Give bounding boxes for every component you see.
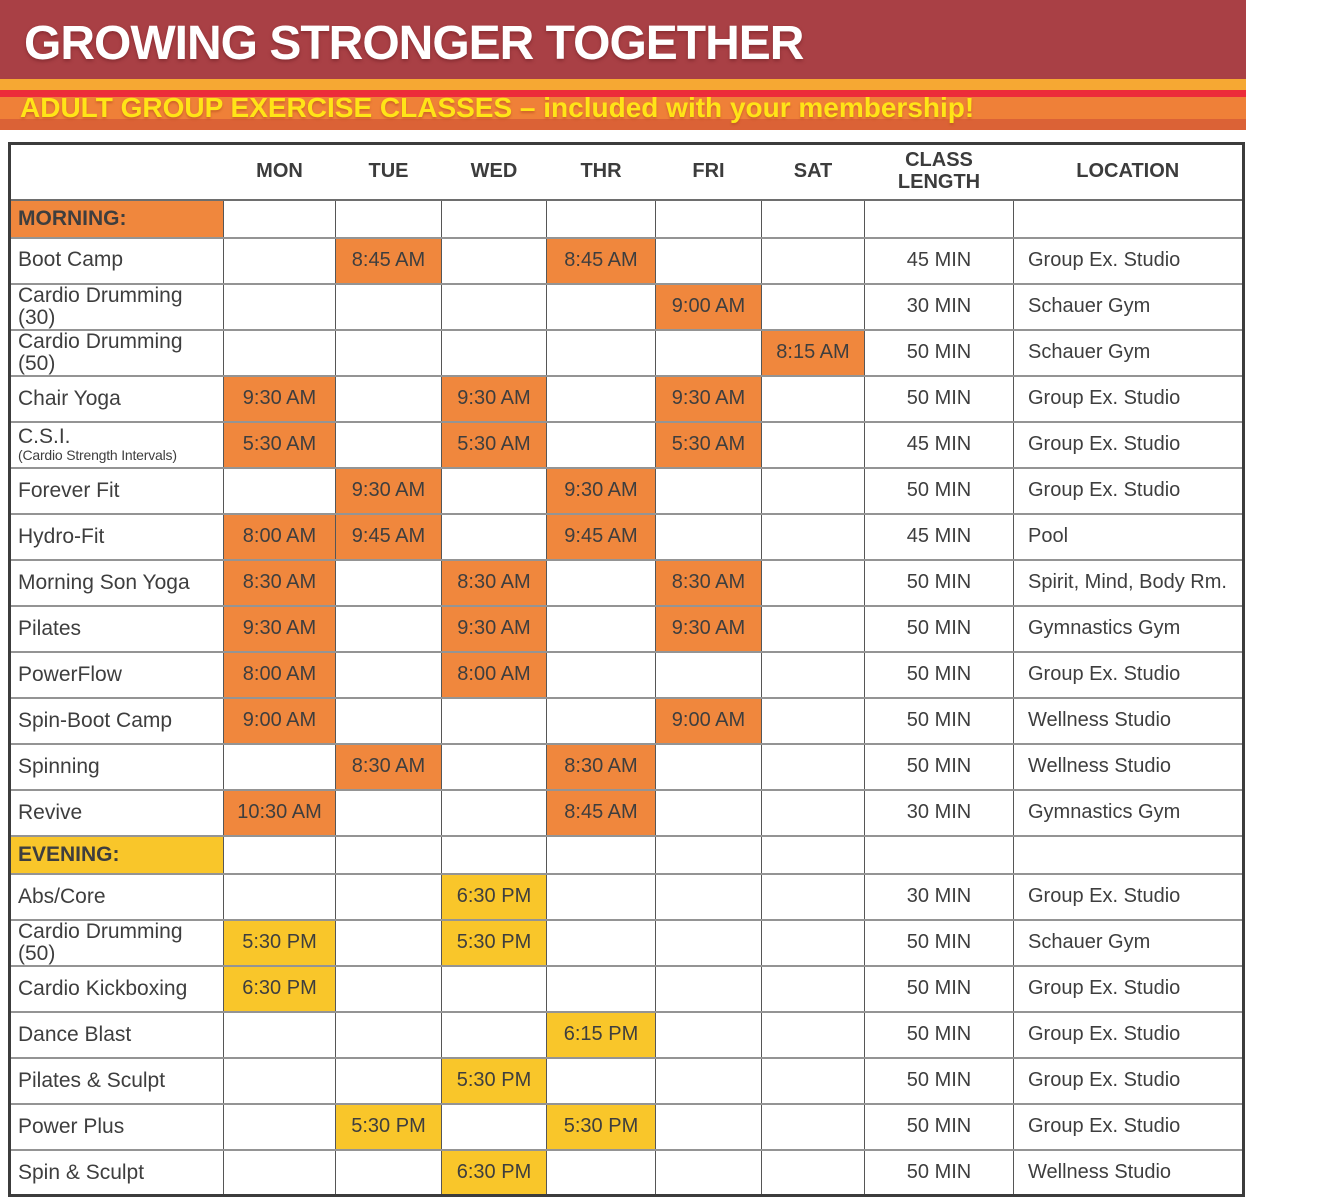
time-cell-fri: 9:00 AM [656,284,762,330]
time-cell-fri [656,790,762,836]
time-cell-thr: 9:30 AM [547,468,656,514]
location-cell: Group Ex. Studio [1014,1058,1244,1104]
time-cell-thr [547,966,656,1012]
header-thr: THR [547,144,656,200]
section-label-evening: EVENING: [10,836,224,874]
empty-cell [442,200,547,238]
time-cell-mon: 5:30 AM [224,422,336,468]
banner [0,0,1246,130]
empty-cell [762,200,865,238]
section-row-evening [10,836,1244,874]
time-cell-fri: 5:30 AM [656,422,762,468]
time-cell-sat [762,284,865,330]
header-tue: TUE [336,144,442,200]
class-name-cell: Dance Blast [10,1012,224,1058]
location-cell: Group Ex. Studio [1014,1012,1244,1058]
class-name-cell: Morning Son Yoga [10,560,224,606]
time-cell-mon: 9:00 AM [224,698,336,744]
header-location: LOCATION [1014,144,1244,200]
time-cell-sat [762,514,865,560]
time-cell-sat [762,1012,865,1058]
class-length-cell: 45 MIN [865,514,1014,560]
time-cell-wed: 5:30 PM [442,1058,547,1104]
time-cell-wed [442,1012,547,1058]
time-cell-mon [224,744,336,790]
time-cell-sat [762,744,865,790]
time-cell-wed: 6:30 PM [442,874,547,920]
class-name-cell: Cardio Drumming (50) [10,920,224,966]
location-cell: Gymnastics Gym [1014,790,1244,836]
time-cell-fri [656,330,762,376]
time-cell-sat [762,698,865,744]
location-cell: Wellness Studio [1014,698,1244,744]
time-cell-mon [224,1150,336,1196]
class-length-cell: 50 MIN [865,1104,1014,1150]
class-row [10,560,1244,606]
time-cell-mon [224,284,336,330]
location-cell: Group Ex. Studio [1014,874,1244,920]
time-cell-sat [762,790,865,836]
empty-cell [1014,200,1244,238]
time-cell-mon: 9:30 AM [224,606,336,652]
time-cell-mon [224,330,336,376]
empty-cell [547,836,656,874]
location-cell: Spirit, Mind, Body Rm. [1014,560,1244,606]
empty-cell [336,836,442,874]
time-cell-thr [547,376,656,422]
class-name-cell: Spin-Boot Camp [10,698,224,744]
header-fri: FRI [656,144,762,200]
time-cell-tue [336,698,442,744]
time-cell-wed: 5:30 PM [442,920,547,966]
time-cell-fri [656,652,762,698]
header-wed: WED [442,144,547,200]
time-cell-fri [656,874,762,920]
class-row [10,422,1244,468]
time-cell-thr: 8:45 AM [547,238,656,284]
location-cell: Gymnastics Gym [1014,606,1244,652]
time-cell-sat [762,966,865,1012]
time-cell-sat [762,920,865,966]
time-cell-tue [336,606,442,652]
class-length-cell: 50 MIN [865,1150,1014,1196]
time-cell-thr: 6:15 PM [547,1012,656,1058]
class-row [10,606,1244,652]
class-length-cell: 50 MIN [865,652,1014,698]
class-name-cell: Spinning [10,744,224,790]
location-cell: Schauer Gym [1014,920,1244,966]
schedule-table-body [10,200,1244,1196]
header-mon: MON [224,144,336,200]
location-cell: Group Ex. Studio [1014,652,1244,698]
time-cell-tue: 8:45 AM [336,238,442,284]
time-cell-tue [336,284,442,330]
class-length-cell: 30 MIN [865,874,1014,920]
time-cell-thr [547,560,656,606]
class-name-cell: Abs/Core [10,874,224,920]
time-cell-wed: 5:30 AM [442,422,547,468]
time-cell-wed: 6:30 PM [442,1150,547,1196]
time-cell-tue [336,376,442,422]
time-cell-fri [656,1104,762,1150]
time-cell-thr [547,874,656,920]
class-row [10,330,1244,376]
time-cell-thr: 8:45 AM [547,790,656,836]
time-cell-fri: 8:30 AM [656,560,762,606]
location-cell: Group Ex. Studio [1014,468,1244,514]
class-name-cell: Revive [10,790,224,836]
time-cell-tue: 5:30 PM [336,1104,442,1150]
time-cell-mon [224,1104,336,1150]
header-sat: SAT [762,144,865,200]
empty-cell [865,200,1014,238]
time-cell-wed [442,966,547,1012]
time-cell-fri [656,238,762,284]
time-cell-mon [224,468,336,514]
time-cell-thr: 5:30 PM [547,1104,656,1150]
class-row [10,468,1244,514]
time-cell-mon: 8:30 AM [224,560,336,606]
time-cell-mon: 6:30 PM [224,966,336,1012]
time-cell-thr [547,330,656,376]
header-class-length-label: CLASS LENGTH [897,149,981,194]
class-row [10,376,1244,422]
time-cell-sat [762,1104,865,1150]
time-cell-mon: 10:30 AM [224,790,336,836]
class-row [10,1104,1244,1150]
location-cell: Pool [1014,514,1244,560]
header-class-length [865,144,1014,200]
location-cell: Group Ex. Studio [1014,238,1244,284]
time-cell-sat [762,652,865,698]
class-length-cell: 50 MIN [865,698,1014,744]
class-length-cell: 30 MIN [865,284,1014,330]
class-length-cell: 50 MIN [865,1058,1014,1104]
time-cell-wed [442,1104,547,1150]
time-cell-sat [762,1150,865,1196]
empty-cell [656,200,762,238]
time-cell-thr [547,698,656,744]
time-cell-thr [547,606,656,652]
time-cell-mon [224,238,336,284]
time-cell-sat [762,468,865,514]
empty-cell [336,200,442,238]
class-row [10,874,1244,920]
time-cell-fri [656,1058,762,1104]
class-row [10,920,1244,966]
location-cell: Schauer Gym [1014,330,1244,376]
time-cell-sat [762,238,865,284]
class-row [10,744,1244,790]
time-cell-wed [442,330,547,376]
class-row [10,284,1244,330]
empty-cell [762,836,865,874]
time-cell-thr [547,1058,656,1104]
time-cell-tue: 8:30 AM [336,744,442,790]
time-cell-tue [336,790,442,836]
header-class-name [10,144,224,200]
time-cell-tue [336,330,442,376]
empty-cell [547,200,656,238]
time-cell-tue [336,1150,442,1196]
class-length-cell: 45 MIN [865,238,1014,284]
time-cell-mon: 5:30 PM [224,920,336,966]
time-cell-wed [442,514,547,560]
time-cell-tue [336,560,442,606]
time-cell-thr [547,920,656,966]
class-name-cell: PowerFlow [10,652,224,698]
time-cell-tue [336,920,442,966]
time-cell-wed [442,698,547,744]
class-name-cell: Pilates [10,606,224,652]
class-length-cell: 50 MIN [865,920,1014,966]
page-subtitle: ADULT GROUP EXERCISE CLASSES – included with your membership! [20,92,975,123]
time-cell-mon [224,1012,336,1058]
class-row [10,1058,1244,1104]
location-cell: Group Ex. Studio [1014,422,1244,468]
class-length-cell: 50 MIN [865,468,1014,514]
class-row [10,652,1244,698]
class-name-cell: Pilates & Sculpt [10,1058,224,1104]
location-cell: Group Ex. Studio [1014,966,1244,1012]
class-length-cell: 50 MIN [865,966,1014,1012]
schedule-table-head [10,144,1244,200]
time-cell-tue [336,874,442,920]
gold-stripe [0,79,1246,90]
time-cell-tue: 9:30 AM [336,468,442,514]
time-cell-fri [656,966,762,1012]
class-name-cell: Boot Camp [10,238,224,284]
time-cell-tue [336,1058,442,1104]
class-row [10,1012,1244,1058]
time-cell-sat [762,560,865,606]
empty-cell [1014,836,1244,874]
class-length-cell: 50 MIN [865,744,1014,790]
section-label-morning: MORNING: [10,200,224,238]
class-row [10,1150,1244,1196]
class-length-cell: 50 MIN [865,330,1014,376]
time-cell-tue [336,1012,442,1058]
time-cell-wed [442,238,547,284]
class-length-cell: 45 MIN [865,422,1014,468]
class-length-cell: 30 MIN [865,790,1014,836]
time-cell-tue: 9:45 AM [336,514,442,560]
location-cell: Wellness Studio [1014,1150,1244,1196]
time-cell-wed: 8:00 AM [442,652,547,698]
time-cell-fri [656,744,762,790]
class-name-cell: Hydro-Fit [10,514,224,560]
time-cell-fri [656,1150,762,1196]
empty-cell [656,836,762,874]
header-row [10,144,1244,200]
time-cell-wed [442,468,547,514]
time-cell-tue [336,966,442,1012]
time-cell-wed [442,790,547,836]
class-length-cell: 50 MIN [865,376,1014,422]
time-cell-fri [656,468,762,514]
class-row [10,790,1244,836]
class-subname: (Cardio Strength Intervals) [18,447,177,464]
time-cell-thr: 8:30 AM [547,744,656,790]
class-row [10,514,1244,560]
class-row [10,238,1244,284]
time-cell-thr [547,422,656,468]
time-cell-sat [762,874,865,920]
class-name-cell: Cardio Drumming (50) [10,330,224,376]
time-cell-mon: 9:30 AM [224,376,336,422]
time-cell-mon [224,874,336,920]
time-cell-fri [656,1012,762,1058]
empty-cell [224,836,336,874]
empty-cell [224,200,336,238]
time-cell-thr [547,284,656,330]
class-name-cell: Power Plus [10,1104,224,1150]
time-cell-tue [336,652,442,698]
time-cell-mon: 8:00 AM [224,652,336,698]
class-length-cell: 50 MIN [865,1012,1014,1058]
time-cell-fri: 9:00 AM [656,698,762,744]
time-cell-wed: 9:30 AM [442,376,547,422]
time-cell-tue [336,422,442,468]
class-length-cell: 50 MIN [865,606,1014,652]
page-title: GROWING STRONGER TOGETHER [24,17,804,70]
time-cell-thr [547,652,656,698]
location-cell: Group Ex. Studio [1014,376,1244,422]
time-cell-sat: 8:15 AM [762,330,865,376]
time-cell-fri: 9:30 AM [656,376,762,422]
time-cell-thr: 9:45 AM [547,514,656,560]
schedule-table [8,142,1245,1197]
empty-cell [442,836,547,874]
class-name-cell: Spin & Sculpt [10,1150,224,1196]
time-cell-sat [762,422,865,468]
class-length-cell: 50 MIN [865,560,1014,606]
class-name-cell: Cardio Kickboxing [10,966,224,1012]
empty-cell [865,836,1014,874]
section-row-morning [10,200,1244,238]
time-cell-fri [656,514,762,560]
class-name-cell: C.S.I. (Cardio Strength Intervals) [10,422,224,468]
location-cell: Schauer Gym [1014,284,1244,330]
class-name-cell: Forever Fit [10,468,224,514]
location-cell: Wellness Studio [1014,744,1244,790]
class-name-cell: Chair Yoga [10,376,224,422]
time-cell-fri [656,920,762,966]
time-cell-sat [762,1058,865,1104]
time-cell-thr [547,1150,656,1196]
banner-title-bar [0,0,1246,79]
time-cell-sat [762,376,865,422]
time-cell-wed [442,284,547,330]
time-cell-sat [762,606,865,652]
class-name-cell: Cardio Drumming (30) [10,284,224,330]
time-cell-wed: 8:30 AM [442,560,547,606]
time-cell-mon: 8:00 AM [224,514,336,560]
time-cell-wed [442,744,547,790]
time-cell-mon [224,1058,336,1104]
location-cell: Group Ex. Studio [1014,1104,1244,1150]
time-cell-fri: 9:30 AM [656,606,762,652]
class-row [10,698,1244,744]
time-cell-wed: 9:30 AM [442,606,547,652]
class-row [10,966,1244,1012]
